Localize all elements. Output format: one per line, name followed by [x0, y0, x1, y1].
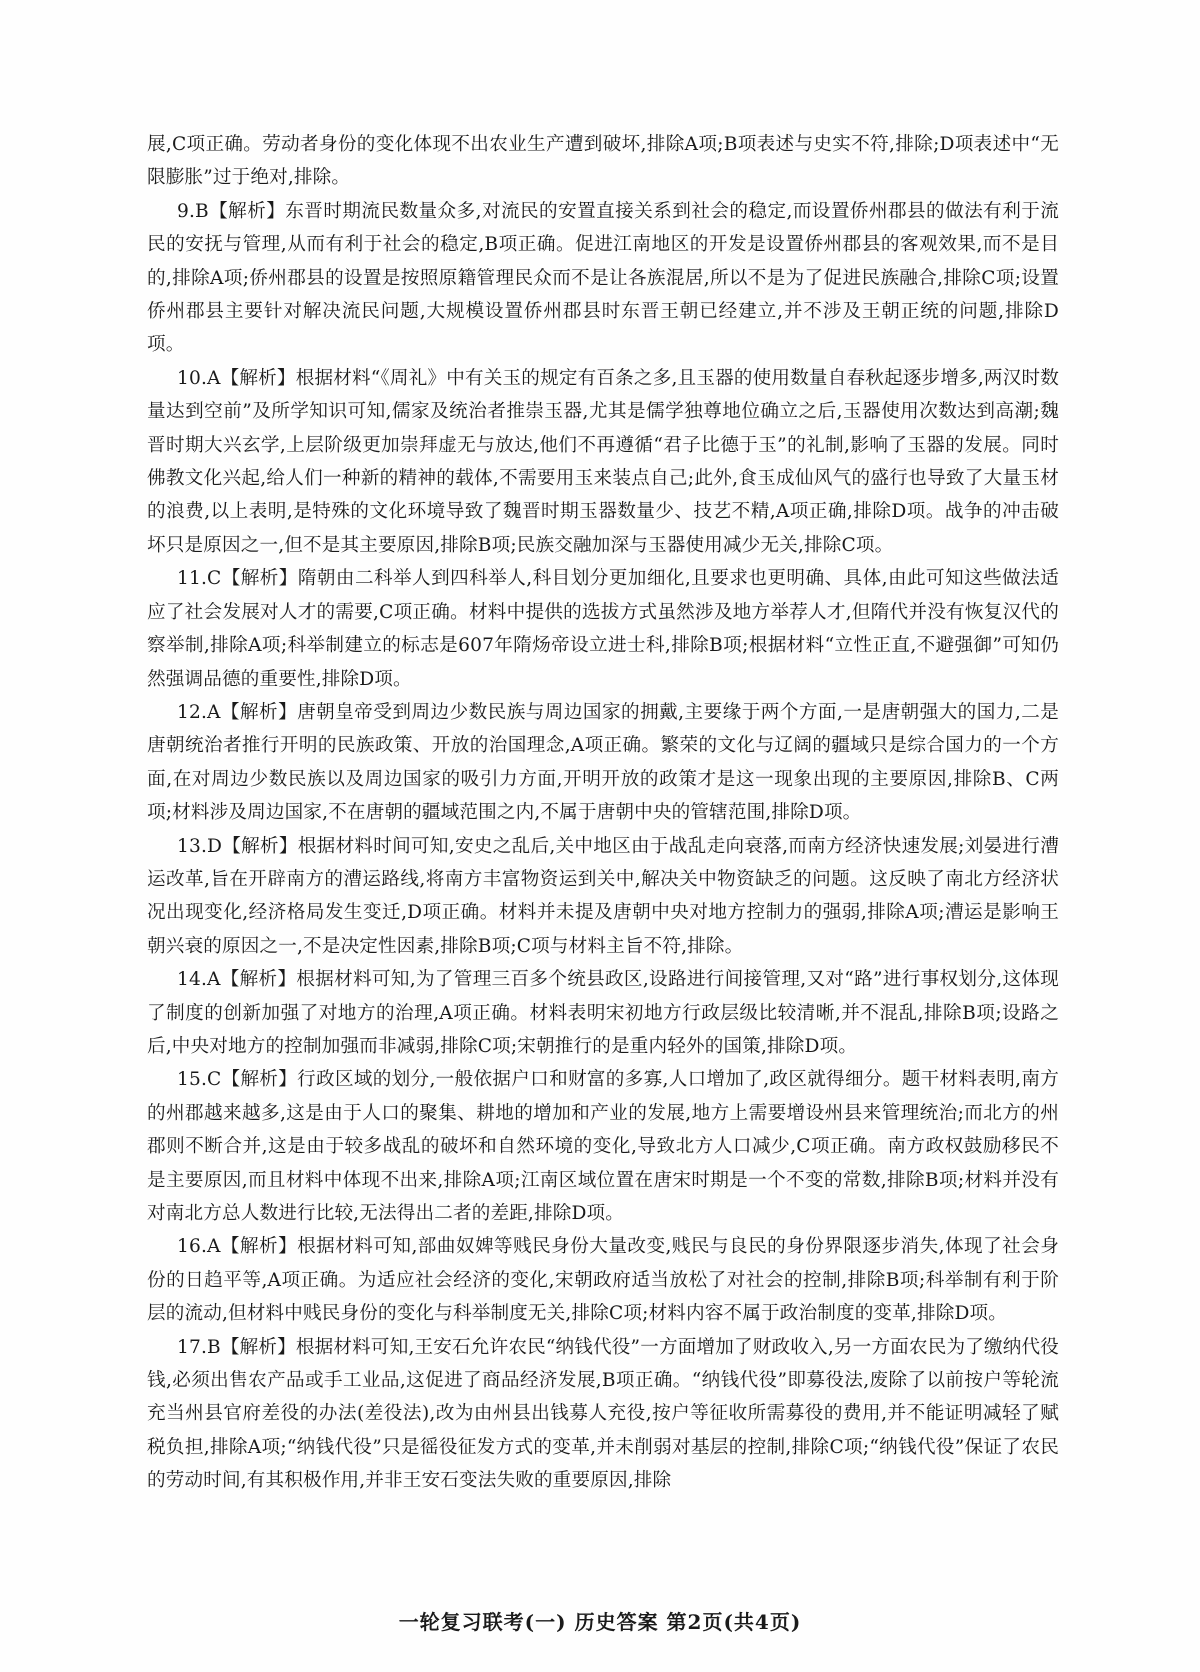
answer-16: 16.A【解析】根据材料可知,部曲奴婢等贱民身份大量改变,贱民与良民的身份界限逐步消失,体现了社会身份的日趋平等,A项正确。为适应社会经济的变化,宋朝政府适当放松了对社会的控制,排除B项;科举制有利于阶层的流动,但材料中贱民身份的变化与科举制度无关,排除C项;材料内容不属于政治制度的变革,排除D项。	[147, 1236, 1059, 1325]
answer-13: 13.D【解析】根据材料时间可知,安史之乱后,关中地区由于战乱走向衰落,而南方经济快速发展;刘晏进行漕运改革,旨在开辟南方的漕运路线,将南方丰富物资运到关中,解决关中物资缺乏的问题。这反映了南北方经济状况出现变化,经济格局发生变迁,D项正确。材料并未提及唐朝中央对地方控制力的强弱,排除A项;漕运是影响王朝兴衰的原因之一,不是决定性因素,排除B项;C项与材料主旨不符,排除。	[147, 835, 1059, 957]
answer-10: 10.A【解析】根据材料“《周礼》中有关玉的规定有百条之多,且玉器的使用数量自春秋起逐步增多,两汉时数量达到空前”及所学知识可知,儒家及统治者推崇玉器,尤其是儒学独尊地位确立之后,玉器使用次数达到高潮;魏晋时期大兴玄学,上层阶级更加崇拜虚无与放达,他们不再遵循“君子比德于玉”的礼制,影响了玉器的发展。同时佛教文化兴起,给人们一种新的精神的载体,不需要用玉来装点自己;此外,食玉成仙风气的盛行也导致了大量玉材的浪费,以上表明,是特殊的文化环境导致了魏晋时期玉器数量少、技艺不精,A项正确,排除D项。战争的冲击破坏只是原因之一,但不是其主要原因,排除B项;民族交融加深与玉器使用减少无关,排除C项。	[147, 367, 1059, 556]
answer-15: 15.C【解析】行政区域的划分,一般依据户口和财富的多寡,人口增加了,政区就得细分。题干材料表明,南方的州郡越来越多,这是由于人口的聚集、耕地的增加和产业的发展,地方上需要增设州县来管理统治;而北方的州郡则不断合并,这是由于较多战乱的破坏和自然环境的变化,导致北方人口减少,C项正确。南方政权鼓励移民不是主要原因,而且材料中体现不出来,排除A项;江南区域位置在唐宋时期是一个不变的常数,排除B项;材料并没有对南北方总人数进行比较,无法得出二者的差距,排除D项。	[147, 1069, 1059, 1224]
paragraph-continuation: 展,C项正确。劳动者身份的变化体现不出农业生产遭到破坏,排除A项;B项表述与史实不符,排除;D项表述中“无限膨胀”过于绝对,排除。	[147, 134, 1059, 189]
answer-11: 11.C【解析】隋朝由二科举人到四科举人,科目划分更加细化,且要求也更明确、具体,由此可知这些做法适应了社会发展对人才的需要,C项正确。材料中提供的选拔方式虽然涉及地方举荐人才,但隋代并没有恢复汉代的察举制,排除A项;科举制建立的标志是607年隋炀帝设立进士科,排除B项;根据材料“立性正直,不避强御”可知仍然强调品德的重要性,排除D项。	[147, 568, 1059, 690]
answer-17: 17.B【解析】根据材料可知,王安石允许农民“纳钱代役”一方面增加了财政收入,另一方面农民为了缴纳代役钱,必须出售农产品或手工业品,这促进了商品经济发展,B项正确。“纳钱代役”即募役法,废除了以前按户等轮流充当州县官府差役的办法(差役法),改为由州县出钱募人充役,按户等征收所需募役的费用,并不能证明减轻了赋税负担,排除A项;“纳钱代役”只是徭役征发方式的变革,并未削弱对基层的控制,排除C项;“纳钱代役”保证了农民的劳动时间,有其积极作用,并非王安石变法失败的重要原因,排除	[147, 1336, 1059, 1492]
page-footer: 一轮复习联考(一) 历史答案 第2页(共4页)	[398, 1610, 802, 1634]
answer-12: 12.A【解析】唐朝皇帝受到周边少数民族与周边国家的拥戴,主要缘于两个方面,一是唐朝强大的国力,二是唐朝统治者推行开明的民族政策、开放的治国理念,A项正确。繁荣的文化与辽阔的疆域只是综合国力的一个方面,在对周边少数民族以及周边国家的吸引力方面,开明开放的政策才是这一现象出现的主要原因,排除B、C两项;材料涉及周边国家,不在唐朝的疆域范围之内,不属于唐朝中央的管辖范围,排除D项。	[147, 701, 1059, 824]
answer-14: 14.A【解析】根据材料可知,为了管理三百多个统县政区,设路进行间接管理,又对“路”进行事权划分,这体现了制度的创新加强了对地方的治理,A项正确。材料表明宋初地方行政层级比较清晰,并不混乱,排除B项;设路之后,中央对地方的控制加强而非减弱,排除C项;宋朝推行的是重内轻外的国策,排除D项。	[147, 969, 1059, 1057]
answer-9: 9.B【解析】东晋时期流民数量众多,对流民的安置直接关系到社会的稳定,而设置侨州郡县的做法有利于流民的安抚与管理,从而有利于社会的稳定,B项正确。促进江南地区的开发是设置侨州郡县的客观效果,而不是目的,排除A项;侨州郡县的设置是按照原籍管理民众而不是让各族混居,所以不是为了促进民族融合,排除C项;设置侨州郡县主要针对解决流民问题,大规模设置侨州郡县时东晋王朝已经建立,并不涉及王朝正统的问题,排除D项。	[147, 200, 1059, 356]
answer-explanations	[147, 128, 1059, 1498]
